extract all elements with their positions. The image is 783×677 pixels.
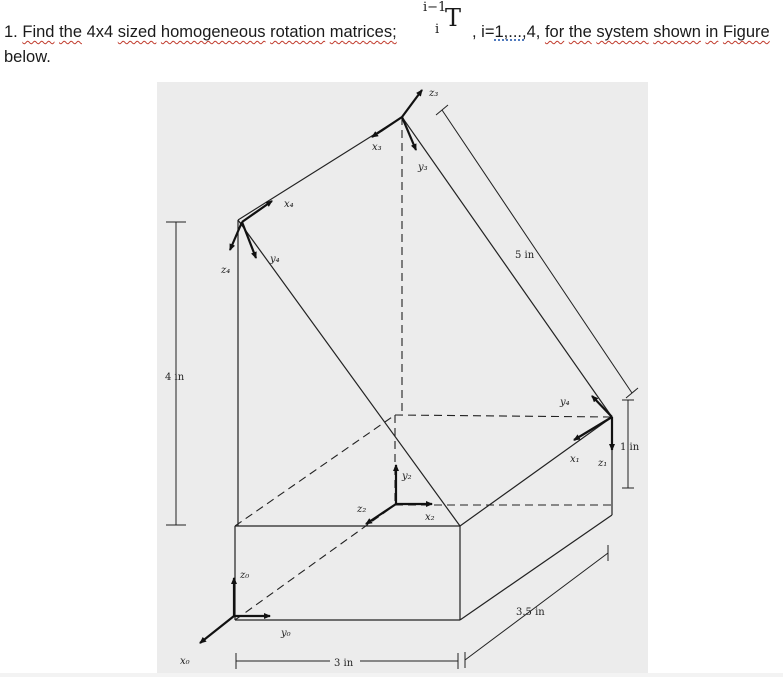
dim-4in-label: 4 in <box>165 372 185 383</box>
transform-subscript: i <box>435 22 440 37</box>
frame-4-axes <box>230 201 272 258</box>
word-system: system <box>596 23 649 41</box>
index-range-mid: 1,..., <box>494 23 527 41</box>
question-number: 1. <box>4 23 18 41</box>
transform-superscript: i−1 <box>423 0 447 15</box>
box-hidden-edges <box>235 117 612 620</box>
transform-symbol: T <box>445 4 462 32</box>
label-x1: x₁ <box>570 454 580 465</box>
robot-figure <box>157 82 648 675</box>
question-line-1-cont <box>472 22 770 42</box>
frame-1-axes <box>574 396 612 450</box>
label-x3: x₃ <box>372 142 382 153</box>
label-z3: z₃ <box>429 88 439 99</box>
word-sized: sized <box>117 23 157 41</box>
question-line-2: below. <box>4 48 51 66</box>
word-the-2: the <box>568 23 592 41</box>
dim-3-5in-label: 3.5 in <box>516 607 545 618</box>
label-x2: x₂ <box>425 512 435 523</box>
dim-5in-label: 5 in <box>515 250 535 261</box>
label-z1: z₁ <box>598 458 608 469</box>
dim-5in <box>436 105 638 398</box>
label-x0: x₀ <box>180 656 190 667</box>
transform-notation <box>413 0 473 44</box>
label-x4: x₄ <box>284 199 294 210</box>
label-y4-end: y₄ <box>560 397 570 408</box>
bottom-edge <box>0 673 783 677</box>
word-rotation: rotation <box>270 23 326 41</box>
dim-3in-label: 3 in <box>334 658 354 669</box>
box-solid-edges <box>235 417 612 620</box>
label-y4-top: y₄ <box>270 254 280 265</box>
word-find: Find <box>22 23 55 41</box>
word-in: in <box>705 23 719 41</box>
frame-3-axes <box>372 90 422 150</box>
label-z2: z₂ <box>357 504 367 515</box>
label-y0: y₀ <box>281 628 291 639</box>
word-shown: shown <box>653 23 701 41</box>
index-range-prefix: , i= <box>472 23 495 41</box>
label-y3: y₃ <box>418 162 428 173</box>
question-line-1 <box>4 22 397 42</box>
word-homogeneous: homogeneous <box>160 23 266 41</box>
word-figure: Figure <box>722 23 770 41</box>
frame-0-axes <box>200 578 270 643</box>
word-for: for <box>544 23 565 41</box>
label-z4: z₄ <box>221 265 231 276</box>
index-range-end: 4, <box>526 23 541 41</box>
word-4x4: 4x4 <box>86 23 114 41</box>
robot-links <box>238 117 612 526</box>
dim-1in-label: 1 in <box>620 442 640 453</box>
label-z0: z₀ <box>240 570 250 581</box>
figure-drawing <box>157 82 648 675</box>
word-the: the <box>59 23 82 41</box>
word-matrices: matrices; <box>329 23 397 41</box>
label-y2: y₂ <box>402 471 412 482</box>
